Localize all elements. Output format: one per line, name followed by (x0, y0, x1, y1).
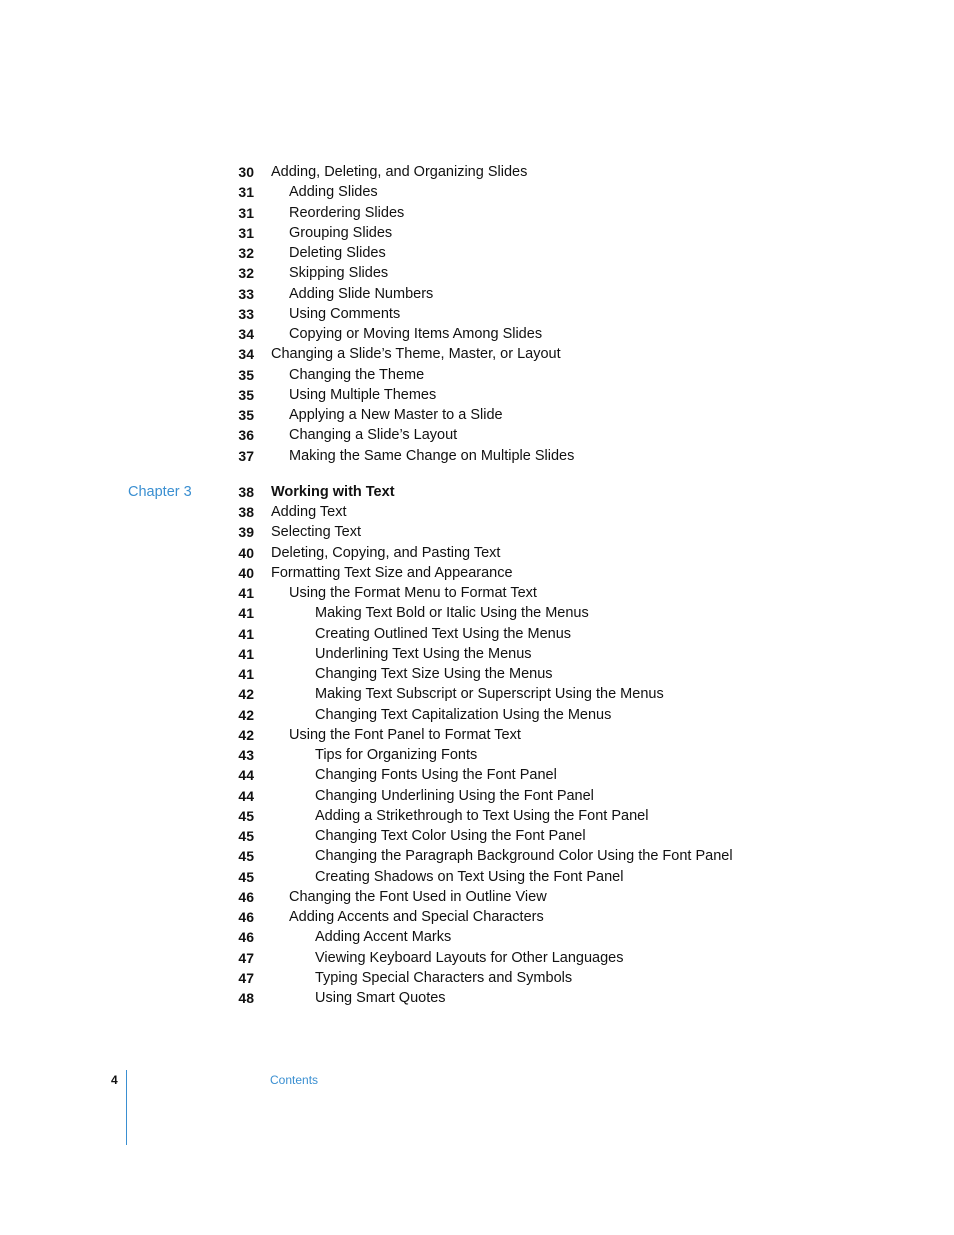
footer-page-number: 4 (111, 1073, 118, 1087)
toc-entry-title: Changing Fonts Using the Font Panel (315, 767, 557, 784)
toc-entry-row[interactable] (0, 304, 954, 324)
toc-entry-page: 46 (238, 929, 254, 946)
toc-entry-row[interactable] (0, 887, 954, 907)
toc-entry-page: 47 (238, 949, 254, 966)
toc-entry-title: Grouping Slides (289, 224, 393, 241)
toc-entry-title: Tips for Organizing Fonts (315, 747, 478, 763)
toc-entry-row[interactable] (0, 162, 954, 182)
toc-entry-title: Copying or Moving Items Among Slides (289, 326, 543, 342)
toc-entry-row[interactable] (0, 405, 954, 425)
toc-entry-row[interactable] (0, 182, 954, 202)
toc-entry-title: Adding, Deleting, and Organizing Slides (271, 164, 528, 180)
toc-entry-title: Viewing Keyboard Layouts for Other Languages (315, 949, 624, 966)
toc-entry-page: 37 (238, 447, 254, 464)
toc-entry-row[interactable] (0, 284, 954, 304)
toc-entry-title: Using Multiple Themes (289, 386, 437, 403)
toc-entry-title: Changing Underlining Using the Font Panel (315, 787, 594, 804)
toc-entry-title: Making Text Subscript or Superscript Using the Menus (315, 686, 664, 703)
toc-entry-row[interactable] (0, 927, 954, 947)
toc-entry-page: 43 (238, 747, 254, 763)
toc-entry-page: 34 (238, 326, 254, 342)
toc-entry-row[interactable] (0, 324, 954, 344)
toc-entry-page: 41 (238, 625, 254, 642)
toc-entry-row[interactable] (0, 502, 954, 522)
toc-entry-title: Adding Accent Marks (315, 929, 452, 946)
toc-entry-page: 41 (238, 645, 254, 662)
toc-entry-page: 40 (238, 564, 254, 581)
toc-entry-row[interactable] (0, 806, 954, 826)
toc-entry-row[interactable] (0, 765, 954, 785)
toc-entry-title: Underlining Text Using the Menus (315, 645, 532, 662)
toc-entry-page: 47 (238, 969, 254, 986)
toc-entry-row[interactable] (0, 344, 954, 364)
toc-entry-page: 46 (238, 909, 254, 925)
toc-entry-page: 35 (238, 407, 254, 423)
chapter-heading-row[interactable] (0, 482, 954, 502)
toc-entry-page: 41 (238, 605, 254, 622)
toc-entry-page: 45 (238, 807, 254, 824)
toc-entry-page: 33 (238, 285, 254, 302)
toc-entry-row[interactable] (0, 583, 954, 603)
toc-entry-title: Skipping Slides (289, 265, 389, 282)
toc-entry-title: Using Comments (289, 305, 401, 322)
toc-entry-row[interactable] (0, 203, 954, 223)
toc-entry-row[interactable] (0, 826, 954, 846)
toc-entry-row[interactable] (0, 425, 954, 445)
toc-entry-row[interactable] (0, 543, 954, 563)
chapter-heading-title: Working with Text (271, 484, 395, 500)
toc-entry-page: 39 (238, 524, 254, 541)
toc-entry-page: 46 (238, 888, 254, 905)
toc-entry-page: 45 (238, 848, 254, 865)
toc-entry-page: 35 (238, 366, 254, 383)
toc-entry-page: 48 (238, 990, 254, 1006)
toc-entry-row[interactable] (0, 948, 954, 968)
toc-entry-row[interactable] (0, 725, 954, 745)
footer-section-title: Contents (270, 1073, 319, 1087)
toc-entry-title: Creating Outlined Text Using the Menus (315, 625, 572, 642)
toc-entry-row[interactable] (0, 365, 954, 385)
toc-entry-page: 36 (238, 427, 254, 444)
toc-entry-row[interactable] (0, 243, 954, 263)
toc-entry-row[interactable] (0, 446, 954, 466)
toc-entry-title: Changing the Font Used in Outline View (289, 888, 547, 905)
toc-entry-title: Changing the Paragraph Background Color Using the Font Panel (315, 848, 733, 865)
toc-entry-title: Adding Slides (289, 184, 378, 201)
toc-entry-row[interactable] (0, 644, 954, 664)
toc-entry-title: Deleting Slides (289, 245, 386, 261)
toc-entry-page: 45 (238, 868, 254, 885)
toc-entry-page: 35 (238, 386, 254, 403)
toc-entry-page: 45 (238, 828, 254, 844)
toc-entry-row[interactable] (0, 786, 954, 806)
toc-entry-row[interactable] (0, 522, 954, 542)
toc-entry-row[interactable] (0, 223, 954, 243)
toc-entry-title: Typing Special Characters and Symbols (315, 969, 573, 986)
toc-entry-title: Adding Accents and Special Characters (289, 909, 544, 925)
toc-entry-row[interactable] (0, 603, 954, 623)
chapter-label: Chapter 3 (128, 484, 192, 500)
toc-entry-page: 30 (238, 164, 254, 180)
toc-entry-row[interactable] (0, 684, 954, 704)
toc-entry-page: 41 (238, 666, 254, 682)
toc-entry-title: Using Smart Quotes (315, 990, 446, 1006)
toc-entry-row[interactable] (0, 846, 954, 866)
toc-entry-page: 32 (238, 265, 254, 282)
toc-entry-row[interactable] (0, 988, 954, 1008)
toc-entry-page: 41 (238, 585, 254, 601)
toc-entry-title: Adding Text (271, 504, 347, 520)
toc-entry-page: 31 (238, 224, 254, 241)
toc-entry-row[interactable] (0, 745, 954, 765)
toc-entry-page: 31 (238, 204, 254, 221)
toc-entry-page: 42 (238, 726, 254, 743)
toc-entry-title: Reordering Slides (289, 204, 405, 221)
toc-entry-title: Adding a Strikethrough to Text Using the Font Panel (315, 807, 649, 824)
toc-entry-title: Applying a New Master to a Slide (289, 407, 503, 423)
toc-entry-title: Making the Same Change on Multiple Slides (289, 447, 575, 464)
toc-entry-title: Changing Text Color Using the Font Panel (315, 828, 586, 844)
toc-entry-title: Using the Font Panel to Format Text (289, 726, 521, 743)
toc-entry-page: 32 (238, 245, 254, 261)
toc-entry-title: Changing Text Capitalization Using the Menus (315, 706, 612, 723)
toc-entry-row[interactable] (0, 263, 954, 283)
toc-entry-page: 38 (238, 504, 254, 520)
toc-entry-row[interactable] (0, 968, 954, 988)
toc-entry-title: Changing Text Size Using the Menus (315, 666, 553, 682)
toc-entry-title: Changing a Slide’s Layout (289, 427, 458, 444)
toc-entry-page: 33 (238, 305, 254, 322)
toc-entry-title: Formatting Text Size and Appearance (271, 564, 513, 581)
toc-entry-row[interactable] (0, 867, 954, 887)
toc-entry-page: 44 (238, 787, 254, 804)
toc-entry-title: Selecting Text (271, 524, 362, 541)
toc-entry-page: 31 (238, 184, 254, 201)
toc-entry-row[interactable] (0, 385, 954, 405)
toc-entry-row[interactable] (0, 664, 954, 684)
toc-entry-row[interactable] (0, 563, 954, 583)
toc-entry-page: 34 (238, 346, 254, 363)
toc-entry-title: Creating Shadows on Text Using the Font Panel (315, 868, 624, 885)
toc-entry-page: 40 (238, 544, 254, 561)
toc-entry-row[interactable] (0, 624, 954, 644)
chapter-heading-page: 38 (238, 484, 254, 500)
footer-divider (126, 1070, 127, 1145)
toc-entry-row[interactable] (0, 705, 954, 725)
toc-entry-title: Making Text Bold or Italic Using the Menus (315, 605, 589, 622)
toc-entry-page: 42 (238, 706, 254, 723)
toc-entry-title: Changing a Slide’s Theme, Master, or Layout (271, 346, 561, 363)
toc-entry-page: 44 (238, 767, 254, 784)
toc-entry-row[interactable] (0, 907, 954, 927)
toc-entry-title: Deleting, Copying, and Pasting Text (271, 544, 501, 561)
toc-entry-title: Changing the Theme (289, 366, 425, 383)
toc-entry-page: 42 (238, 686, 254, 703)
toc-entry-title: Using the Format Menu to Format Text (289, 585, 537, 601)
toc-entry-title: Adding Slide Numbers (289, 285, 434, 302)
